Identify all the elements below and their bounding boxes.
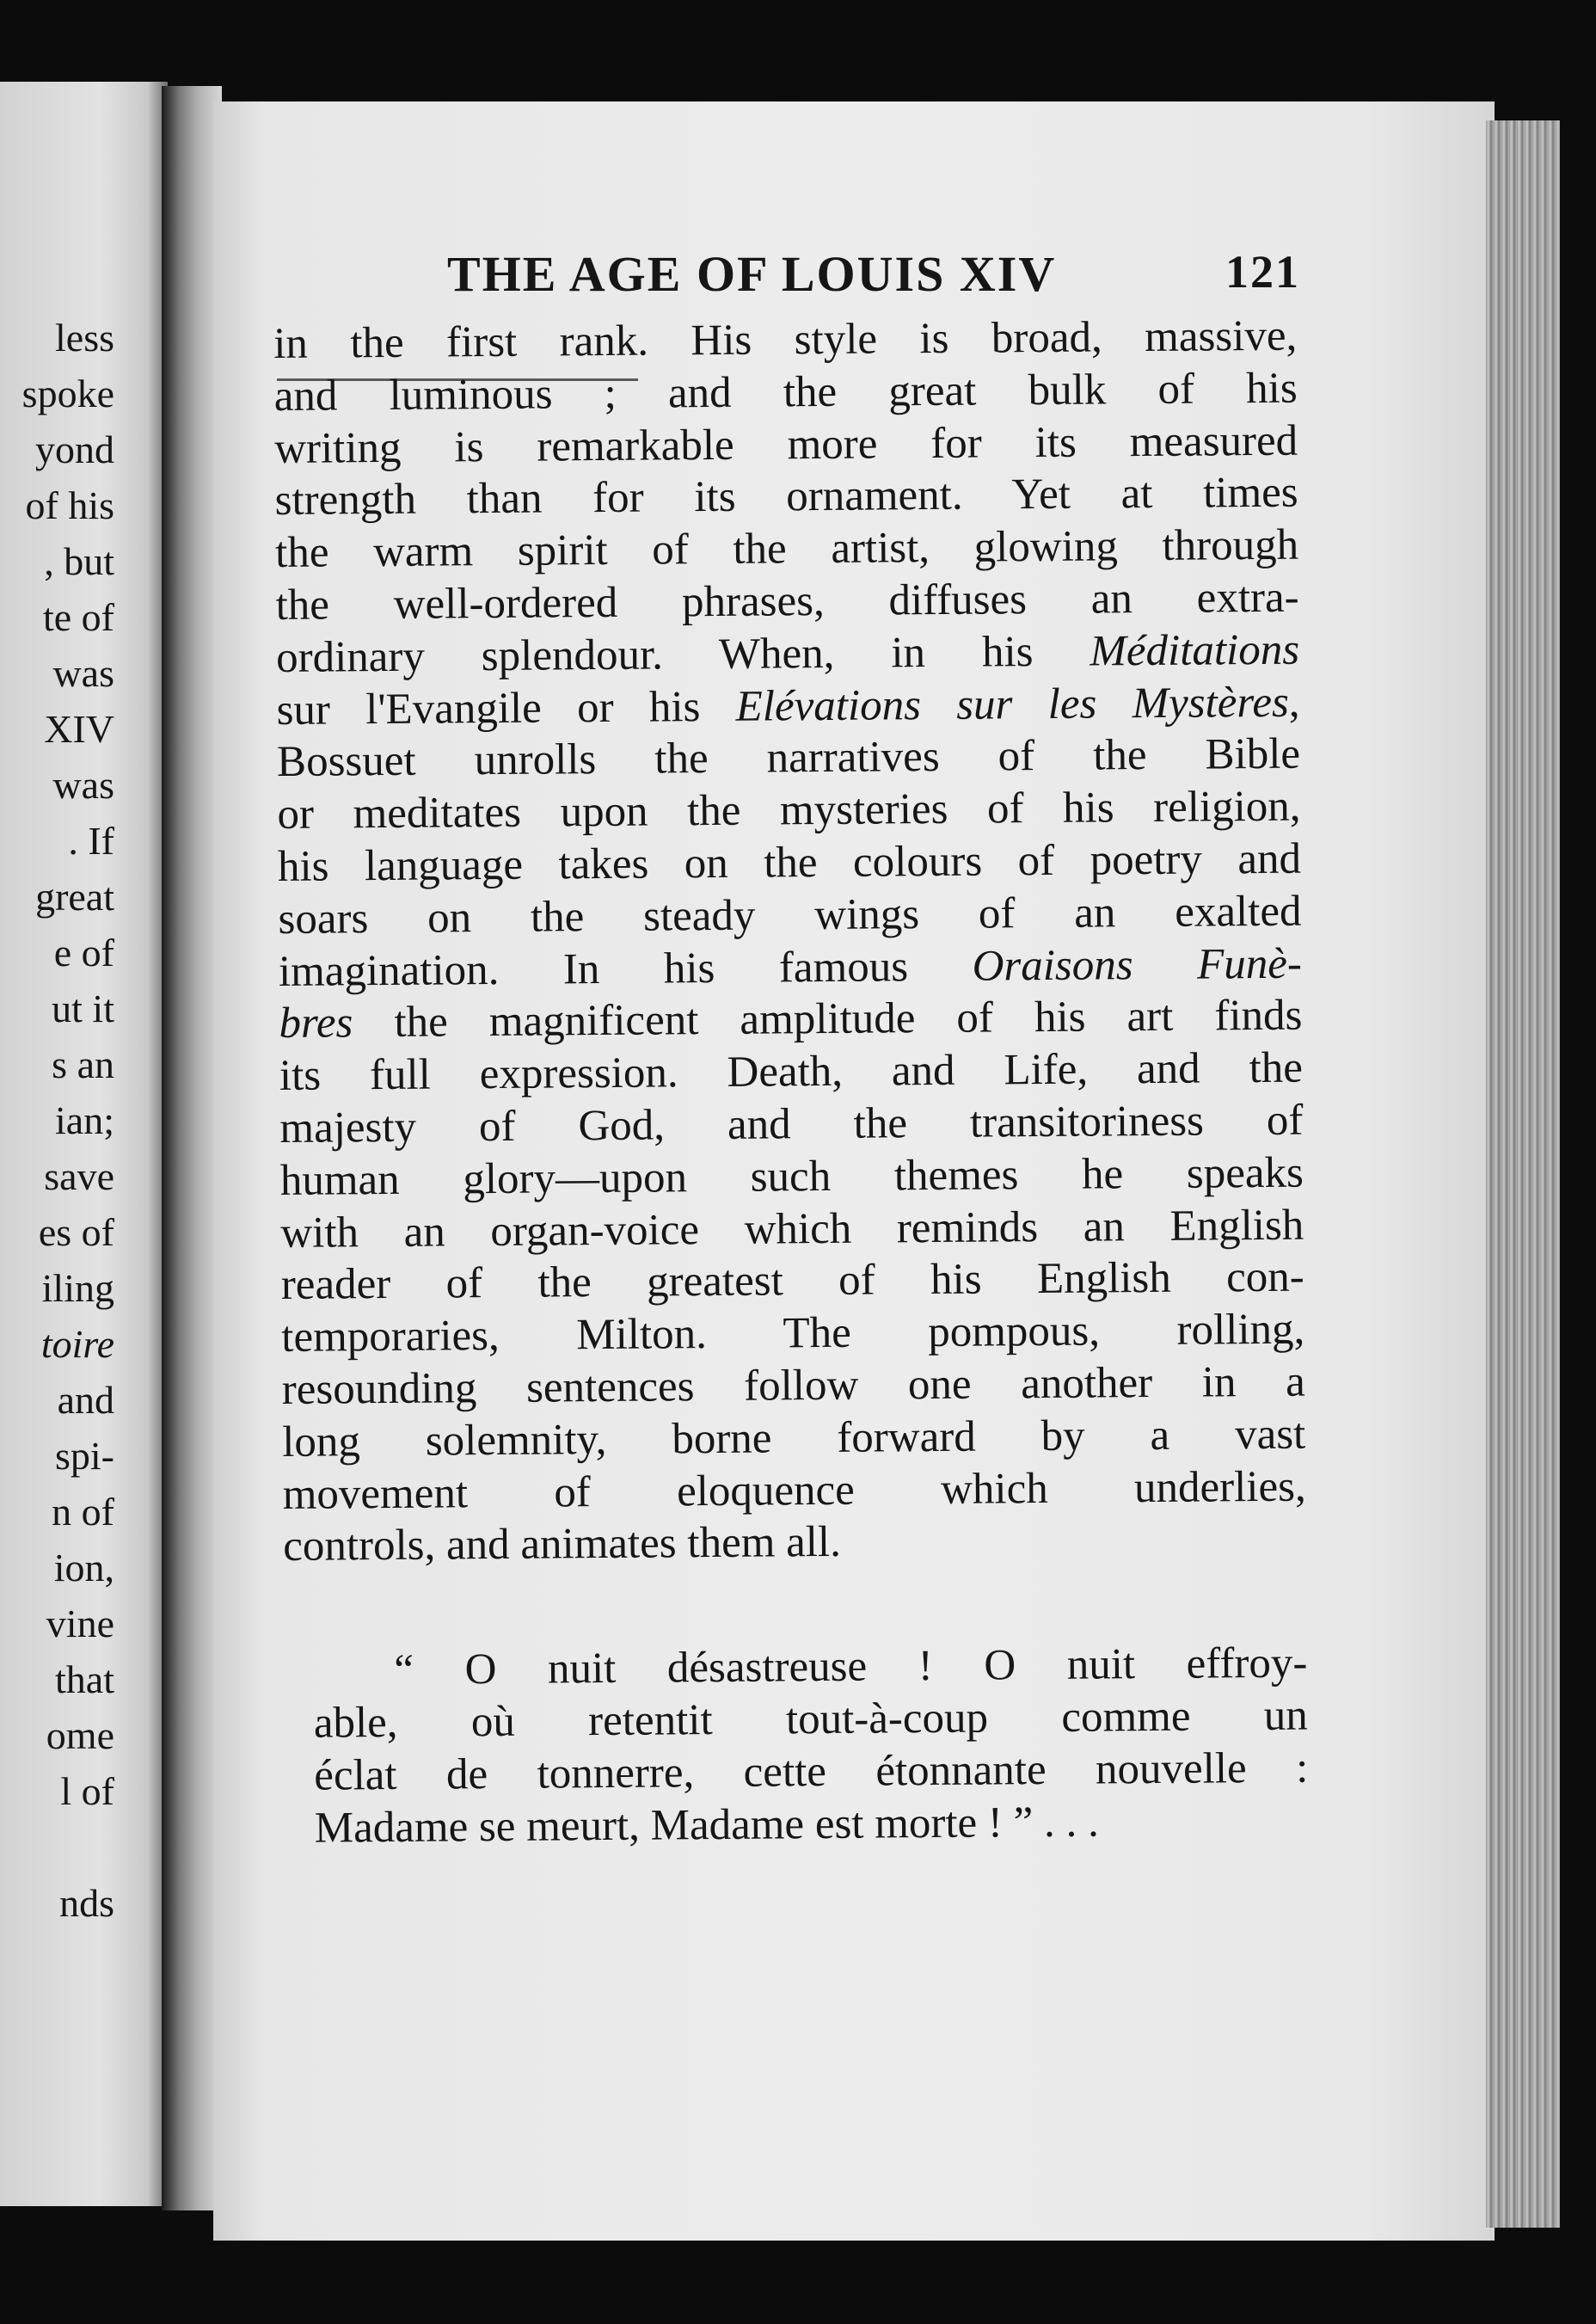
running-title: THE AGE OF LOUIS XIV bbox=[447, 246, 1057, 302]
body-line: the warm spirit of the artist, glowing through bbox=[274, 520, 1299, 578]
left-line: n of bbox=[52, 1490, 114, 1534]
left-line bbox=[22, 1819, 114, 1875]
body-line: with an organ-voice which reminds an English bbox=[280, 1201, 1304, 1257]
left-facing-page bbox=[0, 82, 168, 2206]
body-line: bres the magnificent amplitude of his art finds bbox=[279, 991, 1303, 1048]
left-line: e of bbox=[53, 931, 114, 974]
body-line: long solemnity, borne forward by a vast bbox=[282, 1410, 1306, 1466]
left-line: ut it bbox=[52, 987, 114, 1030]
left-line: of his bbox=[25, 483, 114, 527]
body-line: temporaries, Milton. The pompous, rolling, bbox=[281, 1305, 1305, 1362]
body-line: reader of the greatest of his English con- bbox=[280, 1252, 1305, 1310]
body-line: his language takes on the colours of poetry and bbox=[277, 834, 1302, 891]
left-line: te of bbox=[42, 595, 114, 639]
page-number: 121 bbox=[1225, 246, 1300, 298]
body-line: strength than for its ornament. Yet at times bbox=[274, 469, 1298, 526]
left-page-text bbox=[22, 310, 114, 1931]
body-line: human glory—upon such themes he speaks bbox=[279, 1148, 1304, 1205]
body-line: or meditates upon the mysteries of his religion, bbox=[277, 782, 1301, 839]
body-line: the well-ordered phrases, diffuses an extra- bbox=[275, 573, 1299, 630]
left-line: nds bbox=[59, 1881, 114, 1925]
body-line: its full expression. Death, and Life, and the bbox=[279, 1043, 1304, 1101]
left-line: was bbox=[52, 763, 114, 807]
paragraph-gap bbox=[283, 1565, 1307, 1645]
left-line: spi- bbox=[55, 1434, 114, 1478]
left-line: great bbox=[35, 875, 114, 919]
left-line: l of bbox=[60, 1769, 114, 1813]
left-line: XIV bbox=[44, 707, 114, 751]
left-line: and bbox=[57, 1378, 114, 1422]
body-line: movement of eloquence which underlies, bbox=[282, 1462, 1306, 1519]
quote-line: “ O nuit désastreuse ! O nuit effroy- bbox=[394, 1638, 1308, 1695]
left-line: es of bbox=[38, 1210, 114, 1254]
left-line: ion, bbox=[53, 1546, 114, 1589]
left-line: yond bbox=[35, 427, 114, 471]
left-line: spoke bbox=[21, 372, 114, 415]
left-line: vine bbox=[46, 1602, 114, 1645]
left-line: iling bbox=[41, 1266, 114, 1310]
left-line: . If bbox=[68, 819, 114, 863]
quote-line: Madame se meurt, Madame est morte ! ” . . . bbox=[314, 1798, 1100, 1853]
page-edges bbox=[1486, 120, 1560, 2228]
left-line: less bbox=[55, 316, 114, 360]
left-line: toire bbox=[40, 1322, 114, 1366]
running-header bbox=[447, 245, 1300, 303]
body-line: imagination. In his famous Oraisons Funè- bbox=[278, 939, 1303, 996]
body-line: in the first rank. His style is broad, massive, bbox=[273, 311, 1298, 368]
quote-line: éclat de tonnerre, cette étonnante nouvelle : bbox=[314, 1743, 1309, 1800]
body-line: soars on the steady wings of an exalted bbox=[278, 887, 1302, 944]
body-line: ordinary splendour. When, in his Méditations bbox=[275, 625, 1300, 682]
left-line: , but bbox=[44, 539, 114, 583]
left-line: ome bbox=[46, 1713, 114, 1757]
text-block bbox=[273, 310, 1309, 1855]
left-line: s an bbox=[52, 1042, 114, 1086]
left-line: ian; bbox=[55, 1098, 114, 1142]
body-line: majesty of God, and the transitoriness of bbox=[279, 1096, 1304, 1153]
body-line: controls, and animates them all. bbox=[282, 1518, 842, 1571]
body-line: writing is remarkable more for its measured bbox=[273, 416, 1298, 473]
body-line: and luminous ; and the great bulk of his bbox=[273, 364, 1298, 421]
left-line: that bbox=[55, 1657, 114, 1701]
quote-line: able, où retentit tout-à-coup comme un bbox=[313, 1691, 1309, 1748]
body-line: resounding sentences follow one another in a bbox=[281, 1357, 1305, 1414]
left-line: was bbox=[52, 651, 114, 695]
body-line: sur l'Evangile or his Elévations sur les Mystères, bbox=[276, 678, 1300, 735]
body-line: Bossuet unrolls the narratives of the Bible bbox=[276, 730, 1301, 787]
left-line: save bbox=[44, 1154, 114, 1198]
